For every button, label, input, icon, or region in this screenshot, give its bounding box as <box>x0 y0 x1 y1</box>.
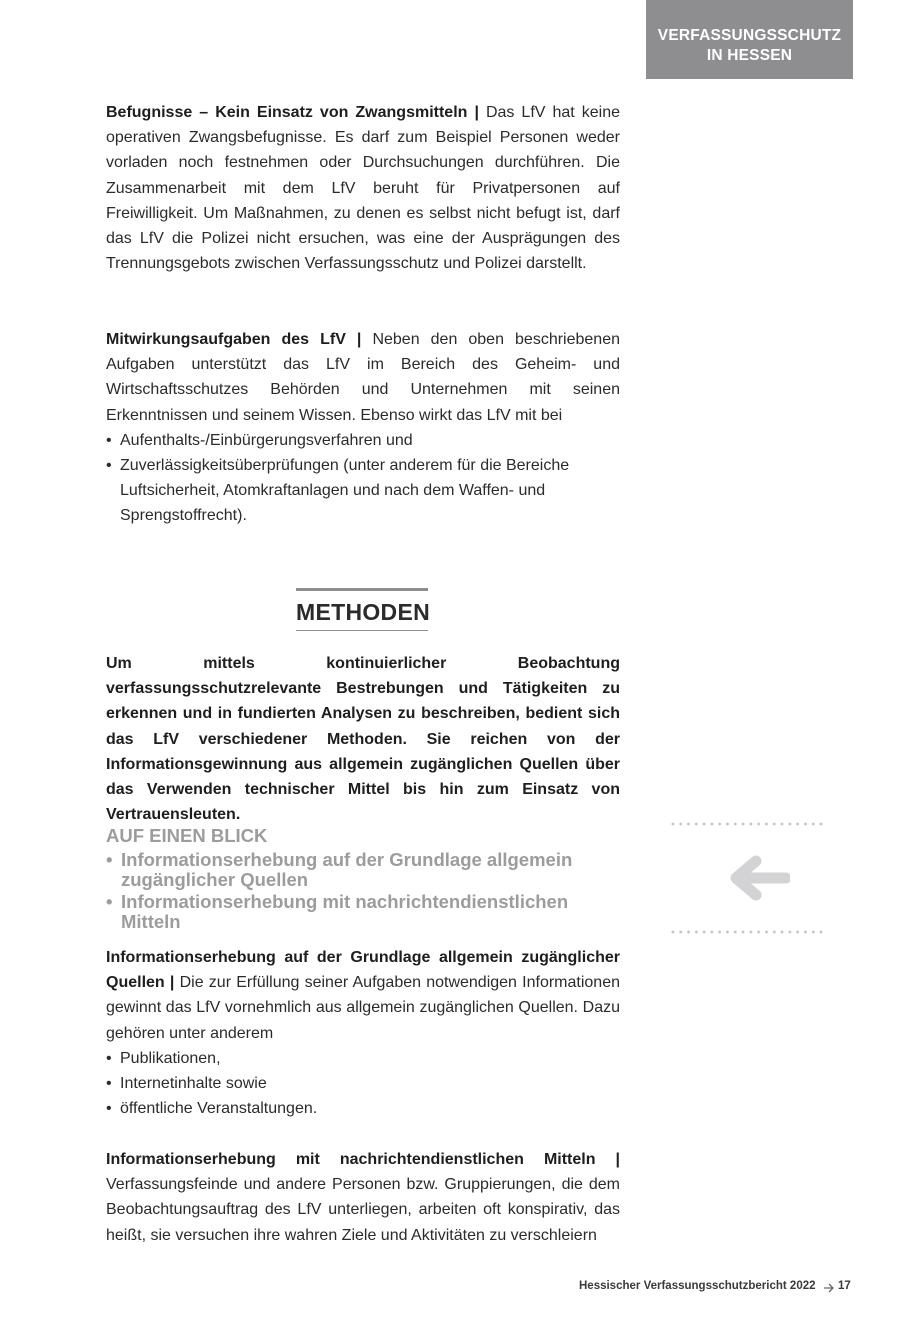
list-item: • Informationserhebung mit nachrichtendienstlichen Mitteln <box>106 892 620 932</box>
arrow-left-icon <box>728 853 790 903</box>
page-number: 17 <box>838 1280 851 1292</box>
befugnisse-title: Befugnisse – Kein Einsatz von Zwangsmitteln | <box>106 104 479 121</box>
header-tag-line2: IN HESSEN <box>706 47 793 64</box>
at-a-glance-box <box>106 824 620 932</box>
section-befugnisse <box>106 100 620 276</box>
section-lead <box>106 651 620 827</box>
list-item: • Publikationen, <box>106 1046 620 1071</box>
lead-paragraph: Um mittels kontinuierlicher Beobachtung verfassungsschutzrelevante Bestrebungen und Tätigkeiten zu erkennen und in fundierten Analysen zu beschreiben, bedient sich das LfV verschiedener Methoden. Sie reichen von der Informationsgewinnung aus allgemein zugänglichen Quellen über das Verwenden technischer Mittel bis hin zum Einsatz von Vertrauensleuten. <box>106 655 620 824</box>
heading-rule-bottom <box>296 630 428 631</box>
list-item: • Internetinhalte sowie <box>106 1071 620 1096</box>
mitwirkung-list <box>106 428 620 529</box>
at-a-glance-list <box>106 850 620 932</box>
befugnisse-text: Das LfV hat keine operativen Zwangsbefugnisse. Es darf zum Beispiel Personen weder vorladen noch festnehmen oder Durchsuchungen durchführen. Die Zusammenarbeit mit dem LfV beruht für Privatpersonen auf Freiwilligkeit. Um Maßnahmen, zu denen es selbst nicht befugt ist, darf das LfV die Polizei nicht ersuchen, was eine der Ausprägungen des Trennungsgebots zwischen Verfassungsschutz und Polizei darstellt. <box>106 104 620 273</box>
section-nachrichtendienst <box>106 1147 620 1248</box>
arrow-right-icon <box>823 1283 835 1293</box>
nachrichtendienst-text: Verfassungsfeinde und andere Personen bzw. Gruppierungen, die dem Beobachtungsauftrag des LfV unterliegen, arbeiten oft konspirativ, das heißt, sie versuchen ihre wahren Ziele und Aktivitäten zu verschleiern <box>106 1176 620 1244</box>
list-item: • Informationserhebung auf der Grundlage allgemein zugänglicher Quellen <box>106 850 620 890</box>
mitwirkung-text: Neben den oben beschriebenen Aufgaben unterstützt das LfV im Bereich des Geheim- und Wirtschaftsschutzes Behörden und Unternehmen mit seinen Erkenntnissen und seinem Wissen. Ebenso wirkt das LfV mit bei <box>106 331 620 424</box>
mitwirkung-title: Mitwirkungsaufgaben des LfV | <box>106 331 362 348</box>
allgemein-paragraph <box>106 945 620 1046</box>
allgemein-text: Die zur Erfüllung seiner Aufgaben notwendigen Informationen gewinnt das LfV vornehmlich aus allgemein zugänglichen Quellen. Dazu gehören unter anderem <box>106 974 620 1042</box>
nachrichtendienst-title: Informationserhebung mit nachrichtendienstlichen Mitteln | <box>106 1151 620 1168</box>
footer-title: Hessischer Verfassungsschutzbericht 2022 <box>579 1280 816 1292</box>
dotted-divider-top <box>669 822 825 826</box>
section-heading <box>296 588 431 631</box>
nachrichtendienst-paragraph <box>106 1147 620 1248</box>
mitwirkung-paragraph <box>106 327 620 428</box>
section-allgemein <box>106 945 620 1121</box>
allgemein-title: Informationserhebung auf der Grundlage allgemein zugänglicher Quellen | <box>106 949 620 992</box>
list-item: • Zuverlässigkeitsüberprüfungen (unter anderem für die Bereiche Luftsicherheit, Atomkraftanlagen und nach dem Waffen- und Sprengstoffrecht). <box>106 453 620 529</box>
befugnisse-paragraph <box>106 100 620 276</box>
section-mitwirkung <box>106 327 620 529</box>
header-tag-line1: VERFASSUNGSSCHUTZ <box>657 27 842 44</box>
allgemein-list <box>106 1046 620 1122</box>
header-tag <box>646 0 853 79</box>
at-a-glance-title: AUF EINEN BLICK <box>106 825 268 846</box>
list-item: • öffentliche Veranstaltungen. <box>106 1096 620 1121</box>
list-item: • Aufenthalts-/Einbürgerungsverfahren und <box>106 428 620 453</box>
dotted-divider-bottom <box>669 930 825 934</box>
section-heading-text: METHODEN <box>296 599 431 625</box>
